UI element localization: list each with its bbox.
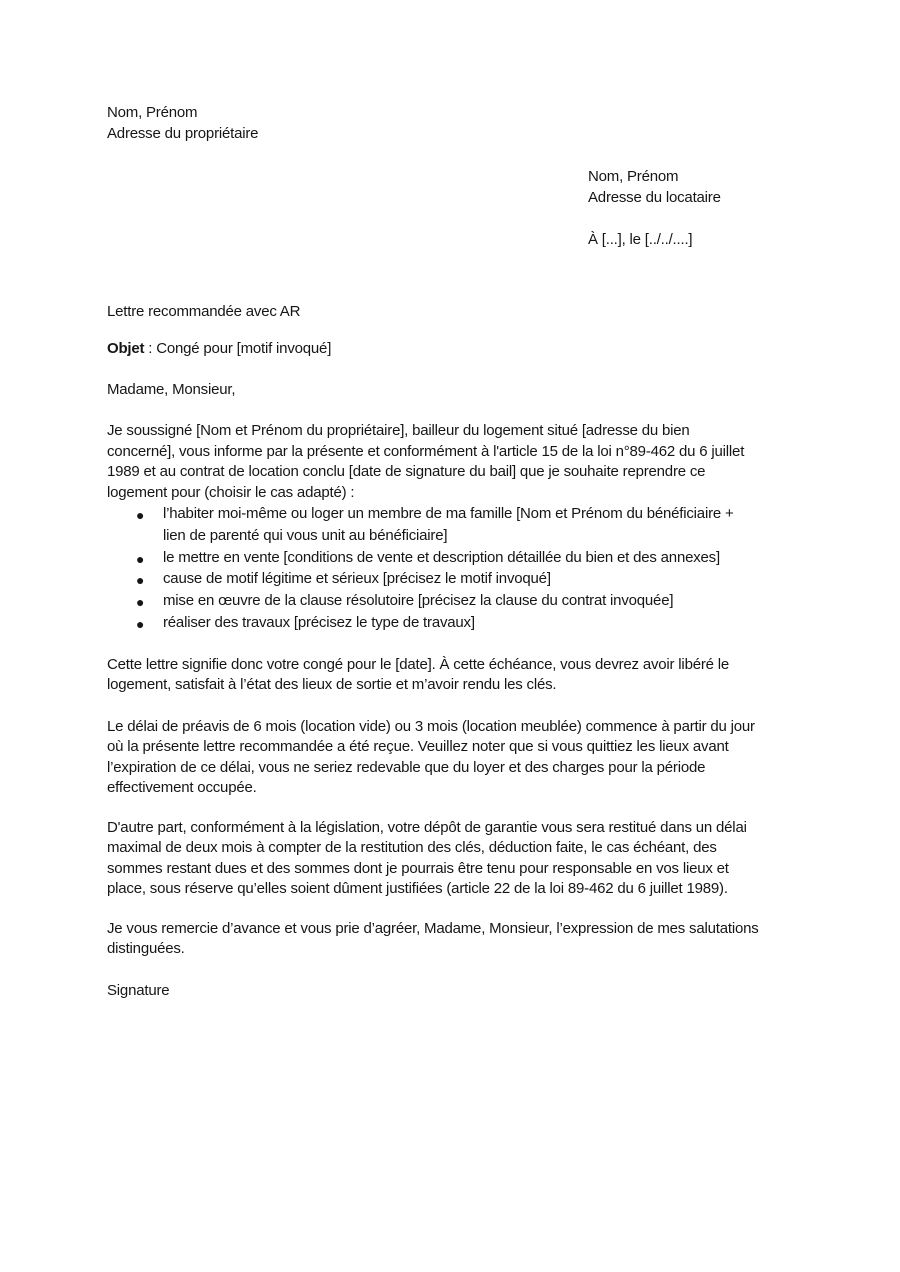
bullet-icon: ● xyxy=(136,550,145,567)
subject-line xyxy=(107,339,810,360)
reason-line: réaliser des travaux [précisez le type de travaux] xyxy=(163,613,475,631)
intro-paragraph xyxy=(107,421,810,503)
reason-item xyxy=(107,547,810,569)
reason-item xyxy=(107,612,810,634)
sender-address: Adresse du propriétaire xyxy=(107,124,259,142)
deposit-line: D'autre part, conformément à la législation, votre dépôt de garantie vous sera restitué dans un délai xyxy=(107,818,747,836)
reason-line: l’habiter moi-même ou loger un membre de ma famille [Nom et Prénom du bénéficiaire + xyxy=(163,505,734,522)
intro-line: logement pour (choisir le cas adapté) : xyxy=(107,483,355,501)
delay-line: l’expiration de ce délai, vous ne seriez redevable que du loyer et des charges pour la période xyxy=(107,758,706,776)
notice-line: Cette lettre signifie donc votre congé pour le [date]. À cette échéance, vous devrez avoir libéré le xyxy=(107,655,730,673)
reasons-list xyxy=(107,503,810,634)
subject-text: : Congé pour [motif invoqué] xyxy=(144,340,332,357)
notice-line: logement, satisfait à l’état des lieux de sortie et m’avoir rendu les clés. xyxy=(107,676,557,694)
reason-item xyxy=(107,568,810,590)
delivery-method: Lettre recommandée avec AR xyxy=(107,302,301,320)
date-line: À [...], le [../../....] xyxy=(588,231,693,248)
delay-line: effectivement occupée. xyxy=(107,779,257,797)
delay-line: où la présente lettre recommandée a été reçue. Veuillez noter que si vous quittiez les lieux avant xyxy=(107,738,729,756)
sender-name: Nom, Prénom xyxy=(107,104,198,121)
signature-label: Signature xyxy=(107,981,170,999)
bullet-icon: ● xyxy=(136,572,145,589)
intro-line: Je soussigné [Nom et Prénom du propriétaire], bailleur du logement situé [adresse du bien xyxy=(107,422,690,439)
subject-label: Objet xyxy=(107,340,145,357)
deposit-paragraph xyxy=(107,818,810,900)
bullet-icon: ● xyxy=(136,615,145,632)
reason-line: cause de motif légitime et sérieux [précisez le motif invoqué] xyxy=(163,570,551,588)
bullet-icon: ● xyxy=(136,507,145,523)
intro-line: 1989 et au contrat de location conclu [date de signature du bail] que je souhaite reprendre ce xyxy=(107,463,706,480)
reason-item xyxy=(107,503,810,547)
notice-paragraph xyxy=(107,655,810,696)
recipient-address: Adresse du locataire xyxy=(588,188,721,206)
deposit-line: maximal de deux mois à compter de la restitution des clés, déduction faite, le cas échéant, des xyxy=(107,839,717,857)
deposit-line: place, sous réserve qu’elles soient dûment justifiées (article 22 de la loi 89-462 du 6 juillet 1989). xyxy=(107,880,728,898)
deposit-line: sommes restant dues et des sommes dont je pourrais être tenu pour responsable en vos lieux et xyxy=(107,859,729,877)
reason-line: mise en œuvre de la clause résolutoire [précisez la clause du contrat invoquée] xyxy=(163,592,674,610)
closing-line: Je vous remercie d’avance et vous prie d’agréer, Madame, Monsieur, l’expression de mes salutations xyxy=(107,919,759,937)
reason-line: lien de parenté qui vous unit au bénéficiaire] xyxy=(163,526,448,544)
closing-paragraph xyxy=(107,919,810,960)
delay-line: Le délai de préavis de 6 mois (location vide) ou 3 mois (location meublée) commence à partir du jour xyxy=(107,717,755,735)
delay-paragraph xyxy=(107,717,810,799)
salutation: Madame, Monsieur, xyxy=(107,380,236,398)
recipient-name: Nom, Prénom xyxy=(588,168,679,185)
bullet-icon: ● xyxy=(136,594,145,611)
intro-line: concerné], vous informe par la présente et conformément à l'article 15 de la loi n°89-462 du 6 juillet xyxy=(107,442,745,460)
closing-line: distinguées. xyxy=(107,940,185,958)
reason-item xyxy=(107,590,810,612)
recipient-block xyxy=(588,167,810,208)
reason-line: le mettre en vente [conditions de vente et description détaillée du bien et des annexes] xyxy=(163,548,720,566)
sender-block xyxy=(107,103,810,144)
